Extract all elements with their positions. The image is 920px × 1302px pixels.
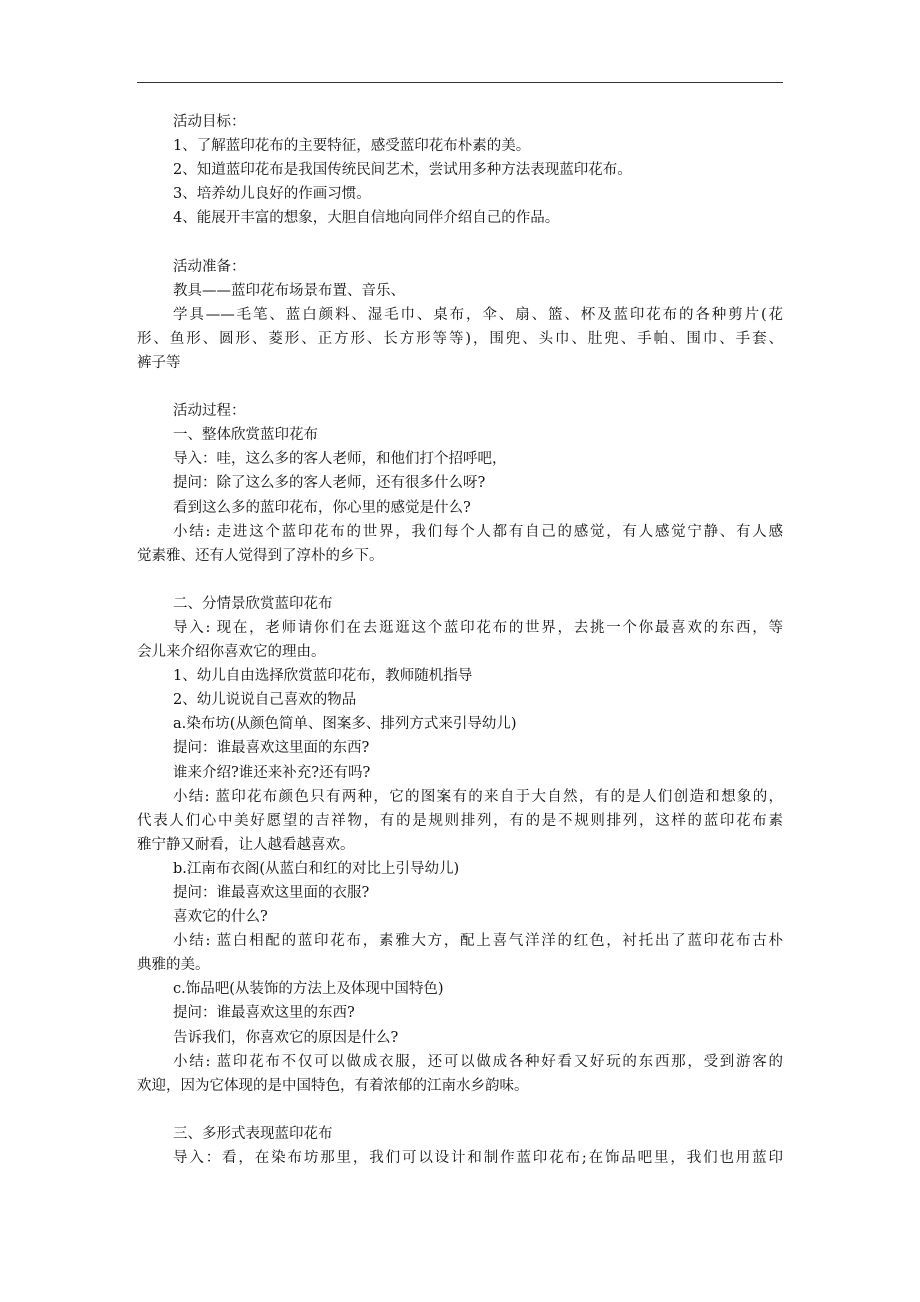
text-line: 三、多形式表现蓝印花布 — [173, 1125, 333, 1142]
header-rule — [137, 82, 783, 83]
text-line: 代表人们心中美好愿望的吉祥物，有的是规则排列，有的是不规则排列，这样的蓝印花布素 — [137, 812, 783, 829]
document-body — [137, 110, 783, 1170]
text-line: 喜欢它的什么? — [173, 909, 268, 926]
text-line: 提问：谁最喜欢这里面的衣服? — [173, 885, 370, 901]
text-line: 3、培养幼儿良好的作画习惯。 — [173, 186, 371, 203]
text-line: 提问：除了这么多的客人老师，还有很多什么呀? — [173, 475, 486, 492]
text-line: b.江南布衣阁(从蓝白和红的对比上引导幼儿) — [173, 860, 460, 877]
text-line: 形、鱼形、圆形、菱形、正方形、长方形等等)，围兜、头巾、肚兜、手帕、围巾、手套、 — [137, 330, 783, 347]
text-line: 提问：谁最喜欢这里面的东西? — [173, 740, 370, 757]
text-line: 会儿来介绍你喜欢它的理由。 — [137, 644, 326, 661]
text-line: 活动准备： — [173, 258, 246, 275]
text-line: 学具——毛笔、蓝白颜料、湿毛巾、桌布，伞、扇、篮、杯及蓝印花布的各种剪片(花 — [173, 306, 783, 323]
text-line: 典雅的美。 — [137, 957, 210, 974]
text-line: a.染布坊(从颜色简单、图案多、排列方式来引导幼儿) — [173, 716, 517, 733]
text-line: 欢迎，因为它体现的是中国特色，有着浓郁的江南水乡韵味。 — [137, 1077, 529, 1094]
text-line: 活动目标： — [173, 114, 246, 130]
text-line: 小结: 走进这个蓝印花布的世界，我们每个人都有自己的感觉，有人感觉宁静、有人感 — [173, 523, 783, 540]
text-line: 小结: 蓝白相配的蓝印花布，素雅大方，配上喜气洋洋的红色，衬托出了蓝印花布古朴 — [173, 933, 783, 950]
text-line: 1、幼儿自由选择欣赏蓝印花布，教师随机指导 — [173, 668, 473, 685]
text-line: 小结: 蓝印花布不仅可以做成衣服，还可以做成各种好看又好玩的东西那，受到游客的 — [173, 1053, 783, 1070]
paragraph-gap — [137, 1098, 783, 1122]
text-line: 4、能展开丰富的想象，大胆自信地向同伴介绍自己的作品。 — [173, 210, 560, 227]
text-line: 教具——蓝印花布场景布置、音乐、 — [173, 282, 405, 299]
text-line: 二、分情景欣赏蓝印花布 — [173, 595, 333, 612]
text-line: 1、了解蓝印花布的主要特征，感受蓝印花布朴素的美。 — [173, 138, 531, 155]
text-line: 2、知道蓝印花布是我国传统民间艺术，尝试用多种方法表现蓝印花布。 — [173, 162, 632, 179]
text-line: 一、整体欣赏蓝印花布 — [173, 427, 318, 444]
paragraph-gap — [137, 230, 783, 254]
text-line: c.饰品吧(从装饰的方法上及体现中国特色) — [173, 981, 444, 998]
text-line: 告诉我们，你喜欢它的原因是什么? — [173, 1029, 399, 1046]
text-line: 觉素雅、还有人觉得到了淳朴的乡下。 — [137, 547, 384, 564]
text-line: 小结: 蓝印花布颜色只有两种，它的图案有的来自于大自然，有的是人们创造和想象的， — [173, 788, 783, 805]
text-line: 裤子等 — [137, 354, 181, 371]
text-line: 看到这么多的蓝印花布，你心里的感觉是什么? — [173, 499, 471, 516]
text-line: 提问：谁最喜欢这里的东西? — [173, 1005, 355, 1022]
text-line: 活动过程： — [173, 403, 246, 420]
text-line: 雅宁静又耐看，让人越看越喜欢。 — [137, 836, 355, 853]
text-line: 导入: 现在，老师请你们在去逛逛这个蓝印花布的世界，去挑一个你最喜欢的东西，等 — [173, 619, 783, 636]
text-line: 2、幼儿说说自己喜欢的物品 — [173, 692, 357, 709]
text-line: 导入：看，在染布坊那里，我们可以设计和制作蓝印花布;在饰品吧里，我们也用蓝印 — [173, 1150, 783, 1167]
paragraph-gap — [137, 375, 783, 399]
paragraph-gap — [137, 568, 783, 592]
text-line: 谁来介绍?谁还来补充?还有吗? — [173, 764, 371, 781]
text-line: 导入：哇，这么多的客人老师，和他们打个招呼吧， — [173, 451, 507, 468]
